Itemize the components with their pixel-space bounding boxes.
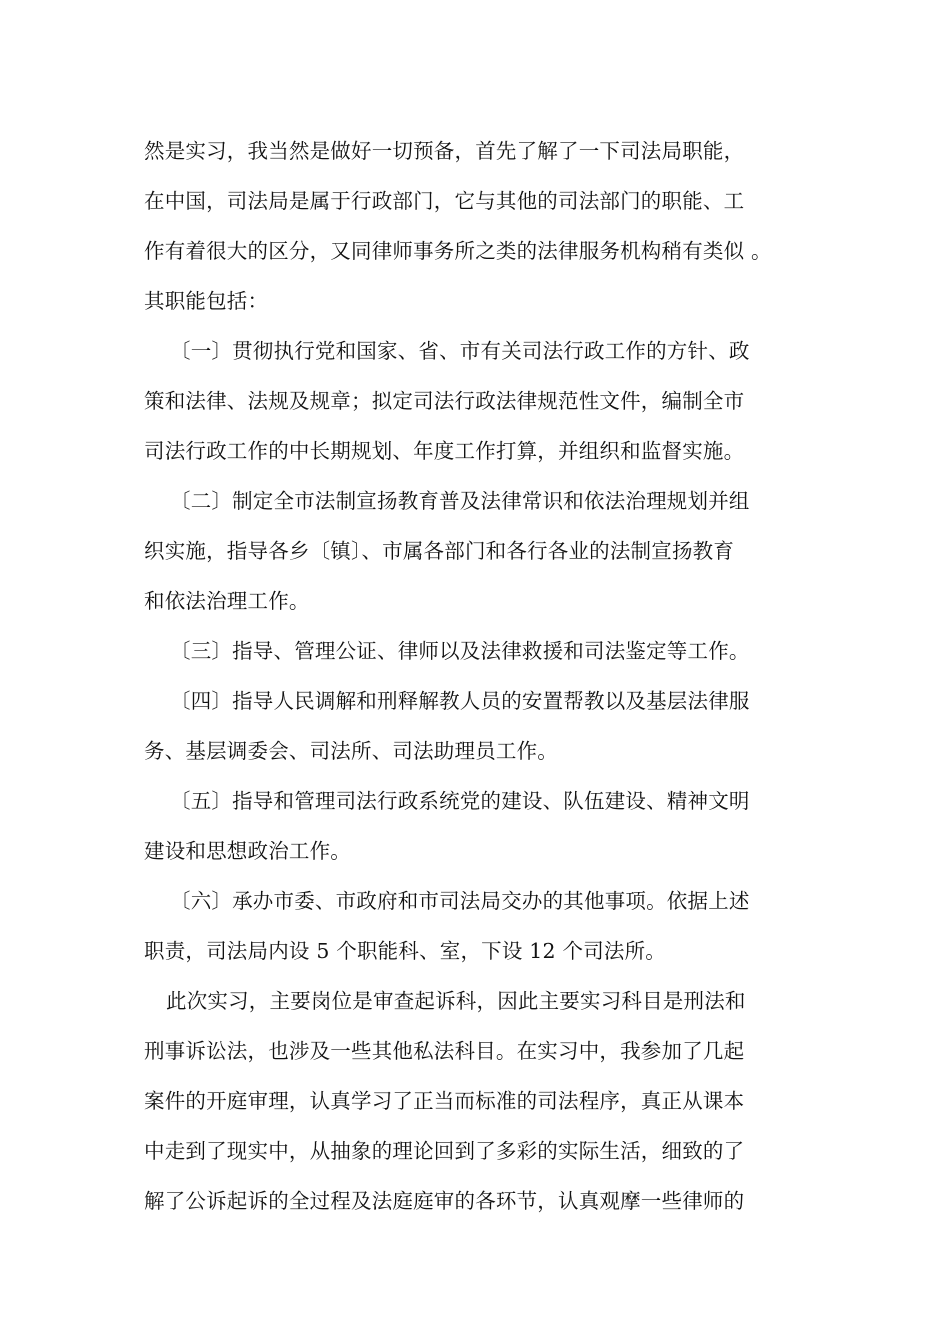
text-line: 务、基层调委会、司法所、司法助理员工作。 bbox=[144, 739, 558, 763]
text-line: 其职能包括： bbox=[144, 289, 269, 313]
text-line: 此次实习，主要岗位是审查起诉科，因此主要实习科目是刑法和 bbox=[166, 989, 746, 1013]
text-line: 刑事诉讼法，也涉及一些其他私法科目。在实习中，我参加了几起 bbox=[144, 1039, 745, 1063]
text-line: 〔五〕指导和管理司法行政系统党的建设、队伍建设、精神文明 bbox=[170, 789, 750, 813]
text-line: 建设和思想政治工作。 bbox=[144, 839, 351, 863]
text-line: 在中国，司法局是属于行政部门，它与其他的司法部门的职能、工 bbox=[144, 189, 745, 213]
text-line: 〔三〕指导、管理公证、律师以及法律救援和司法鉴定等工作。 bbox=[170, 639, 750, 663]
text-line: 职责，司法局内设 5 个职能科、室，下设 12 个司法所。 bbox=[144, 939, 666, 963]
text-line: 司法行政工作的中长期规划、年度工作打算，并组织和监督实施。 bbox=[144, 439, 745, 463]
text-line: 中走到了现实中，从抽象的理论回到了多彩的实际生活，细致的了 bbox=[144, 1139, 745, 1163]
text-line: 然是实习，我当然是做好一切预备，首先了解了一下司法局职能， bbox=[144, 139, 745, 163]
text-line: 作有着很大的区分，又同律师事务所之类的法律服务机构稍有类似 。 bbox=[144, 239, 772, 263]
text-line: 策和法律、法规及规章；拟定司法行政法律规范性文件，编制全市 bbox=[144, 389, 745, 413]
text-line: 〔一〕贯彻执行党和国家、省、市有关司法行政工作的方针、政 bbox=[170, 339, 750, 363]
text-line: 和依法治理工作。 bbox=[144, 589, 310, 613]
text-line: 织实施，指导各乡〔镇〕、市属各部门和各行各业的法制宣扬教育 bbox=[144, 539, 735, 563]
text-line: 〔六〕承办市委、市政府和市司法局交办的其他事项。依据上述 bbox=[170, 889, 750, 913]
text-line: 案件的开庭审理，认真学习了正当而标准的司法程序，真正从课本 bbox=[144, 1089, 745, 1113]
text-line: 解了公诉起诉的全过程及法庭庭审的各环节，认真观摩一些律师的 bbox=[144, 1189, 745, 1213]
text-line: 〔四〕指导人民调解和刑释解教人员的安置帮教以及基层法律服 bbox=[170, 689, 750, 713]
text-line: 〔二〕制定全市法制宣扬教育普及法律常识和依法治理规划并组 bbox=[170, 489, 750, 513]
